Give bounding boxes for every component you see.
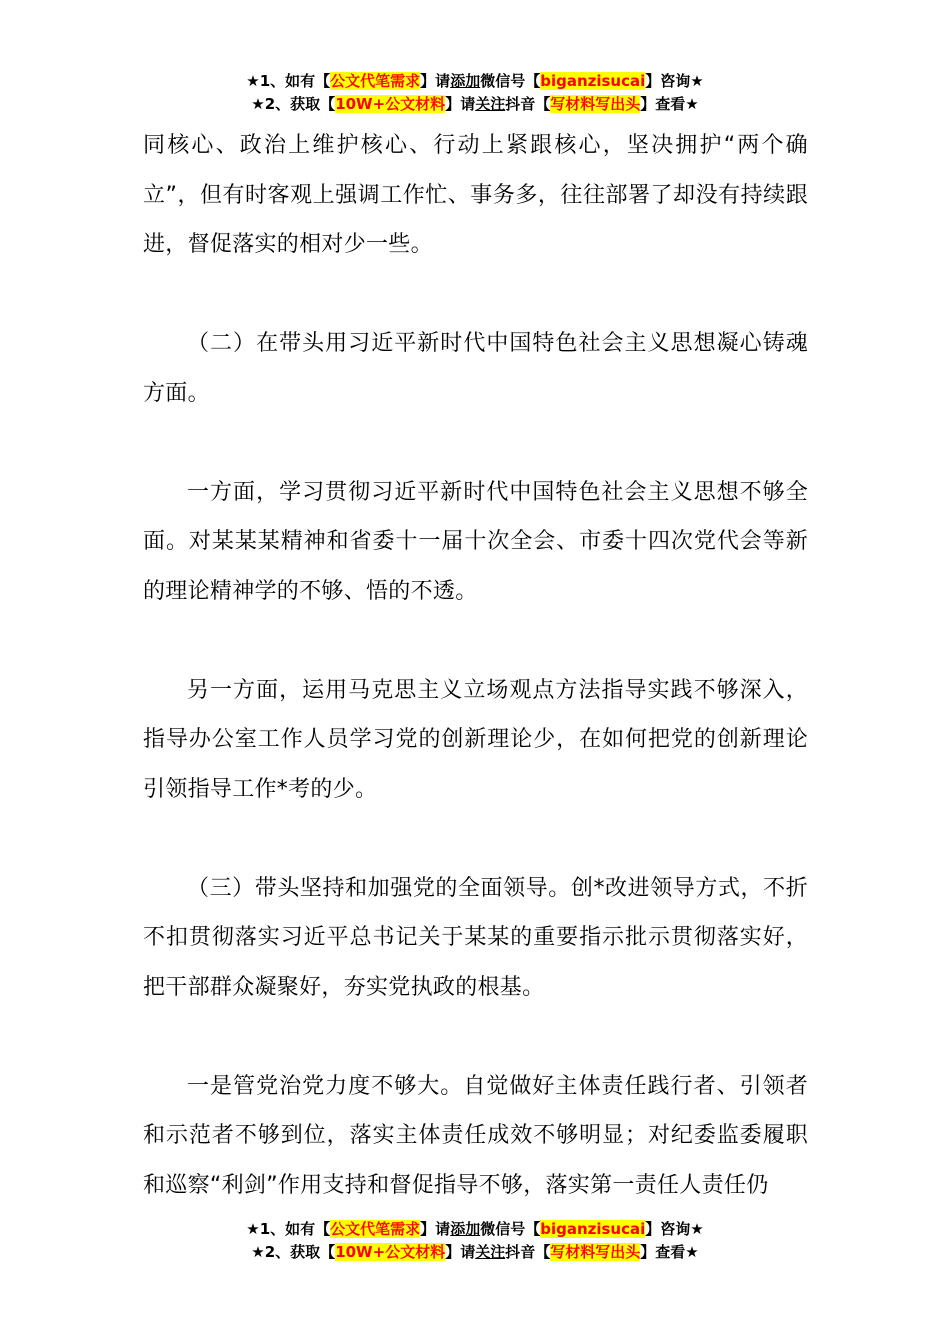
header-banner-line-2 bbox=[0, 93, 950, 116]
banner-text: 抖音【 bbox=[505, 95, 551, 113]
banner-suffix: 】咨询★ bbox=[645, 72, 704, 90]
banner-text: 】请 bbox=[420, 1220, 451, 1238]
paragraph-point-one: 一是管党治党力度不够大。自觉做好主体责任践行者、引领者和示范者不够到位，落实主体责任成效不够明显；对纪委监委履职和巡察“利剑”作用支持和督促指导不够，落实第一责任人责任仍 bbox=[143, 1073, 808, 1198]
banner-underlined-text: 添加 bbox=[450, 1220, 481, 1238]
section-heading-three: （三）带头坚持和加强党的全面领导。创*改进领导方式，不折不扣贯彻落实习近平总书记关于某某的重要指示批示贯彻落实好，把干部群众凝聚好，夯实党执政的根基。 bbox=[143, 875, 808, 1000]
footer-banner-line-1 bbox=[0, 1218, 950, 1241]
banner-highlight-douyin: 写材料写出头 bbox=[550, 1243, 641, 1261]
footer-banner bbox=[0, 1218, 950, 1264]
banner-prefix: ★2、获取【 bbox=[251, 95, 336, 113]
section-heading-two: （二）在带头用习近平新时代中国特色社会主义思想凝心铸魂方面。 bbox=[143, 331, 808, 406]
banner-text: 】请 bbox=[445, 95, 476, 113]
footer-banner-line-2 bbox=[0, 1241, 950, 1264]
document-body bbox=[143, 121, 808, 1210]
banner-text: 抖音【 bbox=[505, 1243, 551, 1261]
banner-text: 】请 bbox=[420, 72, 451, 90]
banner-prefix: ★1、如有【 bbox=[246, 1220, 331, 1238]
banner-text: 微信号【 bbox=[480, 72, 541, 90]
banner-suffix: 】咨询★ bbox=[645, 1220, 704, 1238]
banner-highlight-service: 公文代笔需求 bbox=[330, 72, 421, 90]
banner-text: 】请 bbox=[445, 1243, 476, 1261]
banner-highlight-douyin: 写材料写出头 bbox=[550, 95, 641, 113]
banner-text: 微信号【 bbox=[480, 1220, 541, 1238]
paragraph-continuation: 同核心、政治上维护核心、行动上紧跟核心，坚决拥护“两个确立”，但有时客观上强调工作忙、事务多，往往部署了却没有持续跟进，督促落实的相对少一些。 bbox=[143, 133, 808, 257]
banner-highlight-service: 公文代笔需求 bbox=[330, 1220, 421, 1238]
banner-highlight-wechat-id: biganzisucai bbox=[540, 1220, 646, 1238]
paragraph-first-aspect: 一方面，学习贯彻习近平新时代中国特色社会主义思想不够全面。对某某某精神和省委十一届十次全会、市委十四次党代会等新的理论精神学的不够、悟的不透。 bbox=[143, 479, 808, 604]
banner-underlined-text: 添加 bbox=[450, 72, 481, 90]
paragraph-second-aspect: 另一方面，运用马克思主义立场观点方法指导实践不够深入，指导办公室工作人员学习党的创新理论少，在如何把党的创新理论引领指导工作*考的少。 bbox=[143, 677, 808, 802]
banner-highlight-wechat-id: biganzisucai bbox=[540, 72, 646, 90]
banner-underlined-text: 关注 bbox=[475, 1243, 506, 1261]
banner-prefix: ★2、获取【 bbox=[251, 1243, 336, 1261]
banner-suffix: 】查看★ bbox=[640, 1243, 699, 1261]
header-banner bbox=[0, 70, 950, 116]
banner-prefix: ★1、如有【 bbox=[246, 72, 331, 90]
banner-highlight-materials: 10W+公文材料 bbox=[335, 95, 446, 113]
banner-suffix: 】查看★ bbox=[640, 95, 699, 113]
banner-highlight-materials: 10W+公文材料 bbox=[335, 1243, 446, 1261]
banner-underlined-text: 关注 bbox=[475, 95, 506, 113]
header-banner-line-1 bbox=[0, 70, 950, 93]
